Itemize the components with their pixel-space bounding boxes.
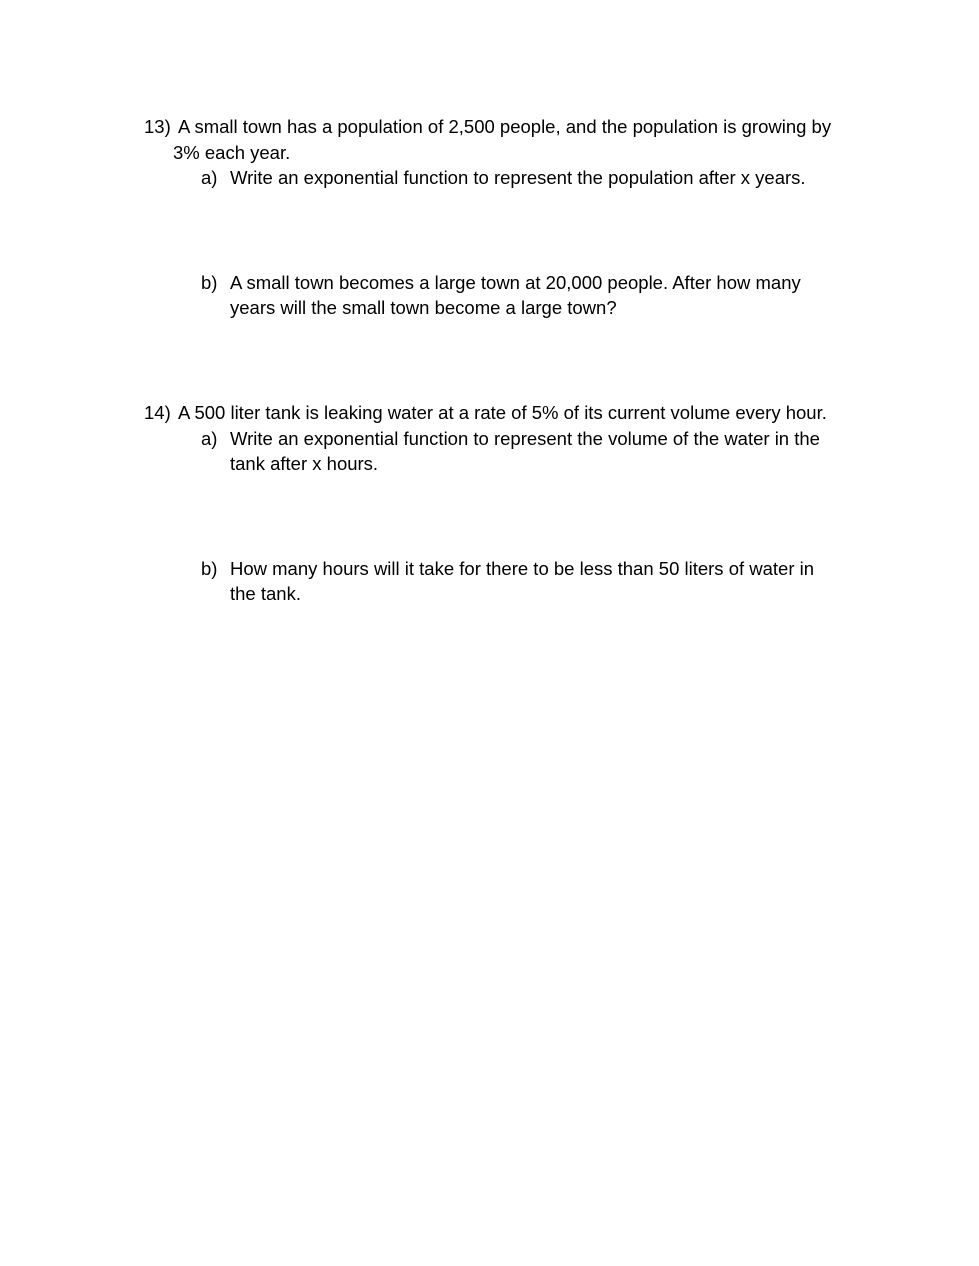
part-text-line2: years will the small town become a large town? [230,297,617,318]
part-text [230,270,841,321]
part-text [230,426,841,477]
part-text [230,556,841,607]
part-text-line1: How many hours will it take for there to be less than 50 liters of water in [230,557,815,579]
question-13 [144,114,864,321]
question-text-line1: A small town has a population of 2,500 people, and the population is growing by [178,116,832,137]
question-13-part-b [201,270,841,321]
part-label: a) [201,167,218,188]
question-number: 14) [144,402,171,423]
part-label: b) [201,271,218,293]
question-text-line1: A 500 liter tank is leaking water at a rate of 5% of its current volume every hour. [178,402,827,423]
question-14-stem [144,400,864,426]
part-text-line2: tank after x hours. [230,453,379,474]
part-text-line1: A small town becomes a large town at 20,000 people. After how many [230,271,801,293]
question-13-part-a [201,165,841,191]
question-14-part-a [201,426,841,477]
part-label: b) [201,557,218,579]
part-text-line2: the tank. [230,583,301,604]
part-text: Write an exponential function to represent the population after x years. [230,167,806,188]
part-label: a) [201,427,218,449]
question-number: 13) [144,116,171,137]
question-13-stem [144,114,864,140]
question-14 [144,400,864,607]
question-text-line2: 3% each year. [173,141,291,163]
part-text-line1: Write an exponential function to represent the volume of the water in the [230,427,820,449]
question-14-part-b [201,556,841,607]
